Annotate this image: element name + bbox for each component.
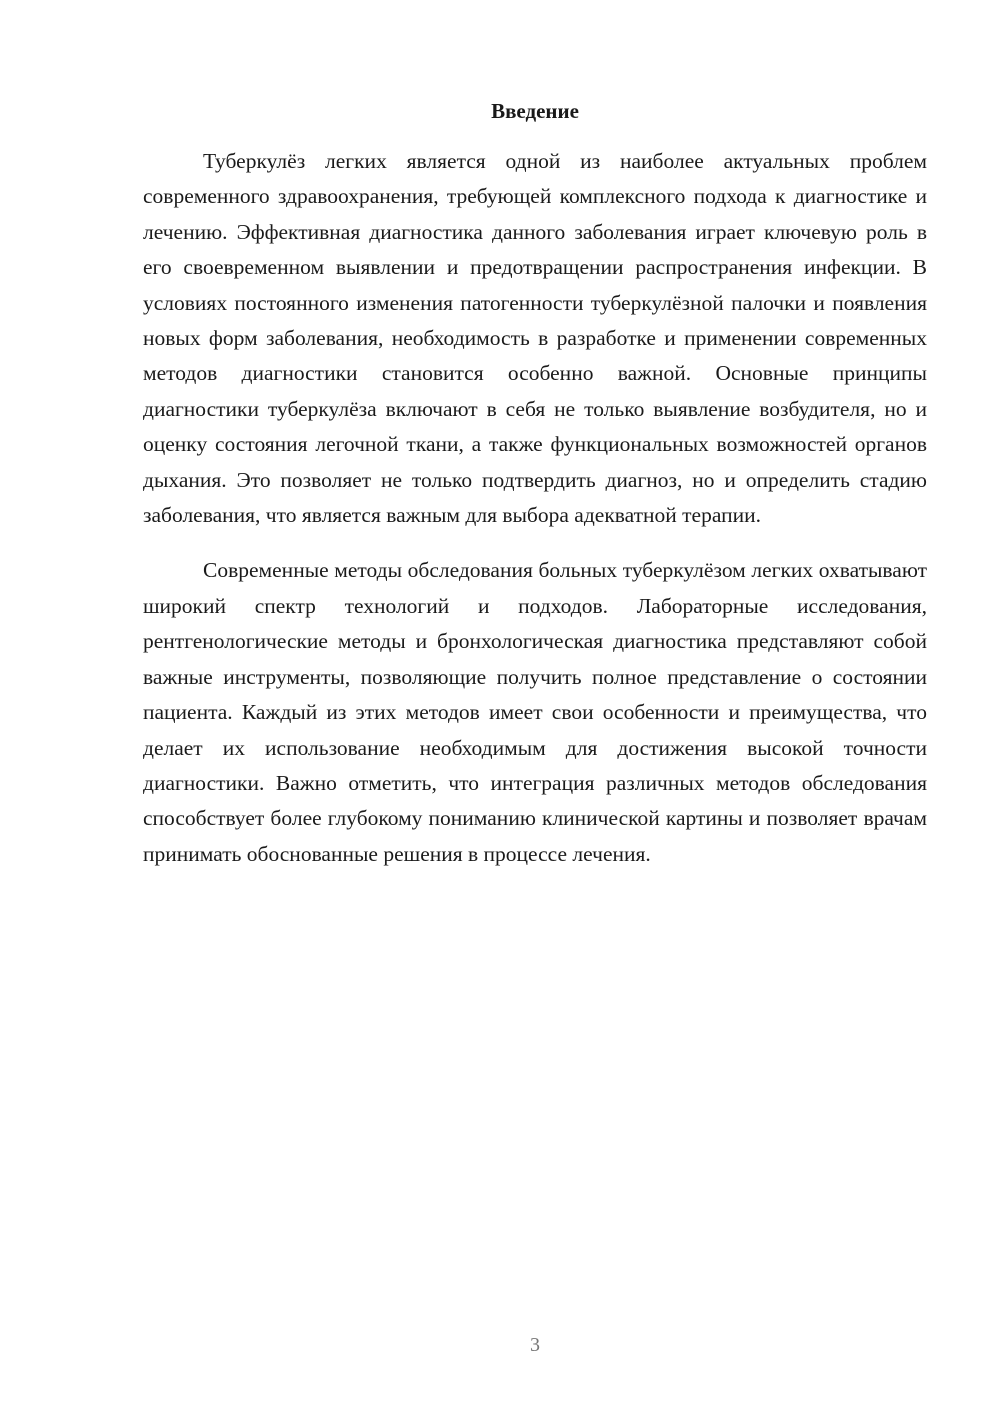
- page-number: 3: [530, 1334, 540, 1356]
- section-heading: Введение: [491, 99, 579, 123]
- body-text: [143, 144, 927, 872]
- paragraph-1: Туберкулёз легких является одной из наиболее актуальных проблем современного здравоохранения, требующей комплексного подхода к диагностике и лечению. Эффективная диагностика данного заболевания играет ключевую роль в его своевременном выявлении и предотвращении распространения инфекции. В условиях постоянного изменения патогенности туберкулёзной палочки и появления новых форм заболевания, необходимость в разработке и применении современных методов диагностики становится особенно важной. Основные принципы диагностики туберкулёза включают в себя не только выявление возбудителя, но и оценку состояния легочной ткани, а также функциональных возможностей органов дыхания. Это позволяет не только подтвердить диагноз, но и определить стадию заболевания, что является важным для выбора адекватной терапии.: [143, 149, 927, 528]
- paragraph-2: Современные методы обследования больных туберкулёзом легких охватывают широкий спектр технологий и подходов. Лабораторные исследования, рентгенологические методы и бронхологическая диагностика представляют собой важные инструменты, позволяющие получить полное представление о состоянии пациента. Каждый из этих методов имеет свои особенности и преимущества, что делает их использование необходимым для достижения высокой точности диагностики. Важно отметить, что интеграция различных методов обследования способствует более глубокому пониманию клинической картины и позволяет врачам принимать обоснованные решения в процессе лечения.: [143, 558, 927, 866]
